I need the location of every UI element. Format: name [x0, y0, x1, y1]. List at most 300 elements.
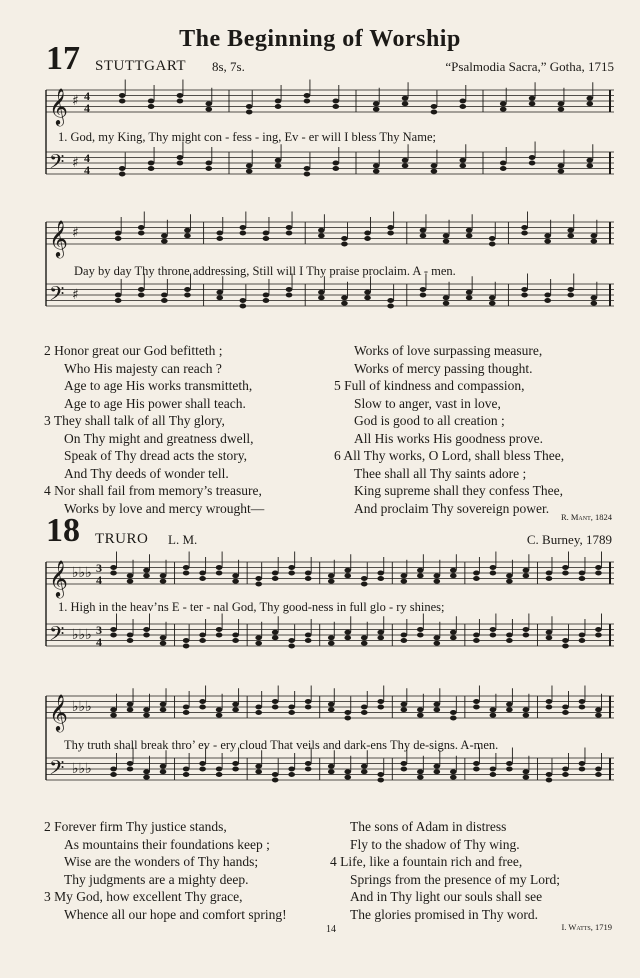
- note-head: [567, 287, 574, 292]
- note-head: [387, 225, 394, 230]
- note-head: [579, 638, 586, 643]
- note-head: [148, 166, 155, 171]
- note-head: [286, 231, 293, 236]
- note-head: [332, 104, 339, 109]
- note-head: [361, 641, 368, 646]
- verse-stanza: The sons of Adam in distress Fly to the shadow of Thy wing.: [350, 819, 520, 852]
- note-head: [420, 233, 427, 238]
- note-head: [304, 172, 311, 177]
- note-head: [579, 699, 586, 704]
- note-head: [183, 565, 190, 570]
- note-head: [246, 163, 253, 168]
- note-head: [199, 699, 206, 704]
- note-head: [205, 107, 212, 112]
- note-head: [240, 298, 247, 303]
- note-head: [500, 161, 507, 166]
- note-head: [377, 705, 384, 710]
- note-head: [417, 633, 424, 638]
- note-head: [255, 769, 262, 774]
- note-head: [434, 573, 441, 578]
- note-head: [138, 287, 145, 292]
- note-head: [361, 576, 368, 581]
- note-head: [288, 571, 295, 576]
- note-head: [586, 101, 593, 106]
- note-head: [562, 772, 569, 777]
- note-head: [272, 699, 279, 704]
- note-head: [318, 233, 325, 238]
- note-head: [523, 775, 530, 780]
- note-head: [361, 769, 368, 774]
- note-head: [119, 93, 126, 98]
- note-head: [232, 767, 239, 772]
- note-head: [332, 166, 339, 171]
- note-head: [506, 579, 513, 584]
- note-head: [402, 163, 409, 168]
- note-head: [546, 571, 553, 576]
- note-head: [344, 775, 351, 780]
- note-head: [567, 233, 574, 238]
- note-head: [586, 163, 593, 168]
- note-head: [328, 641, 335, 646]
- note-head: [272, 705, 279, 710]
- time-signature: 4: [84, 163, 90, 177]
- note-head: [177, 155, 184, 160]
- note-head: [148, 99, 155, 104]
- note-head: [506, 707, 513, 712]
- note-head: [143, 573, 150, 578]
- note-head: [288, 644, 295, 649]
- note-head: [143, 713, 150, 718]
- verse-stanza: 3 My God, how excellent Thy grace, Whence all our hope and comfort spring!: [44, 889, 287, 922]
- note-head: [459, 104, 466, 109]
- note-head: [184, 293, 191, 298]
- note-head: [402, 158, 409, 163]
- note-head: [272, 576, 279, 581]
- note-head: [523, 707, 530, 712]
- note-head: [489, 301, 496, 306]
- verse-stanza: 4 Life, like a fountain rich and free, Springs from the presence of my Lord; And in Thy light our souls shall see The glories promised in Thy word.: [330, 854, 560, 922]
- note-head: [506, 573, 513, 578]
- note-head: [558, 169, 565, 174]
- verses-right: [334, 342, 564, 517]
- note-head: [160, 707, 167, 712]
- note-head: [361, 710, 368, 715]
- note-head: [286, 225, 293, 230]
- note-head: [450, 568, 457, 573]
- note-head: [305, 571, 312, 576]
- note-head: [341, 295, 348, 300]
- note-head: [450, 716, 457, 721]
- note-head: [110, 767, 117, 772]
- note-head: [417, 627, 424, 632]
- note-head: [246, 110, 253, 115]
- note-head: [160, 573, 167, 578]
- note-head: [344, 630, 351, 635]
- flat-icon: ♭♭♭: [72, 565, 92, 581]
- note-head: [434, 635, 441, 640]
- note-head: [490, 627, 497, 632]
- note-head: [328, 579, 335, 584]
- note-head: [544, 239, 551, 244]
- note-head: [127, 707, 134, 712]
- note-head: [459, 163, 466, 168]
- note-head: [490, 767, 497, 772]
- note-head: [240, 231, 247, 236]
- note-head: [595, 633, 602, 638]
- note-head: [288, 772, 295, 777]
- note-head: [184, 233, 191, 238]
- verse-stanza: 3 They shall talk of all Thy glory, On Thy might and greatness dwell, Speak of Thy dread acts the story, And Thy deeds of wonder tell.: [44, 413, 254, 481]
- note-head: [377, 576, 384, 581]
- note-head: [138, 293, 145, 298]
- note-head: [579, 633, 586, 638]
- tune-name: TRURO: [95, 531, 149, 547]
- note-head: [364, 236, 371, 241]
- note-head: [263, 231, 270, 236]
- treble-clef: 𝄞: [49, 219, 68, 257]
- tune-source: “Psalmodia Sacra,” Gotha, 1715: [445, 59, 614, 74]
- note-head: [591, 233, 598, 238]
- note-head: [506, 702, 513, 707]
- note-head: [344, 568, 351, 573]
- note-head: [523, 769, 530, 774]
- note-head: [318, 295, 325, 300]
- note-head: [199, 705, 206, 710]
- note-head: [263, 236, 270, 241]
- note-head: [579, 576, 586, 581]
- note-head: [328, 573, 335, 578]
- note-head: [304, 93, 311, 98]
- note-head: [443, 233, 450, 238]
- note-head: [263, 298, 270, 303]
- note-head: [377, 571, 384, 576]
- note-head: [305, 633, 312, 638]
- verse-stanza: 2 Forever firm Thy justice stands, As mountains their foundations keep ; Wise are the wonders of Thy hands; Thy judgments are a mighty deep.: [44, 819, 270, 887]
- note-head: [183, 710, 190, 715]
- verse-stanza: 2 Honor great our God befitteth ; Who His majesty can reach ? Age to age His works transmitteth, Age to age His power shall teach.: [44, 343, 253, 411]
- note-head: [434, 641, 441, 646]
- note-head: [328, 635, 335, 640]
- page-title: The Beginning of Worship: [179, 26, 461, 52]
- tune-name: STUTTGART: [95, 58, 187, 74]
- note-head: [110, 772, 117, 777]
- note-head: [579, 761, 586, 766]
- note-head: [199, 638, 206, 643]
- note-head: [459, 99, 466, 104]
- sharp-icon: ♯: [72, 225, 79, 241]
- note-head: [205, 166, 212, 171]
- note-head: [521, 293, 528, 298]
- note-head: [521, 231, 528, 236]
- note-head: [562, 565, 569, 570]
- note-head: [288, 710, 295, 715]
- note-head: [506, 633, 513, 638]
- note-head: [364, 295, 371, 300]
- note-head: [344, 716, 351, 721]
- meter: L. M.: [168, 532, 198, 547]
- note-head: [523, 568, 530, 573]
- note-head: [544, 233, 551, 238]
- note-head: [199, 767, 206, 772]
- lyric-line: Day by day Thy throne addressing, Still will I Thy praise proclaim. A - men.: [74, 264, 456, 278]
- note-head: [490, 707, 497, 712]
- note-head: [272, 778, 279, 783]
- note-head: [341, 242, 348, 247]
- note-head: [434, 707, 441, 712]
- note-head: [489, 242, 496, 247]
- note-head: [275, 163, 282, 168]
- note-head: [288, 638, 295, 643]
- note-head: [546, 705, 553, 710]
- note-head: [361, 764, 368, 769]
- note-head: [332, 99, 339, 104]
- note-head: [450, 635, 457, 640]
- note-head: [490, 713, 497, 718]
- note-head: [305, 761, 312, 766]
- note-head: [288, 565, 295, 570]
- note-head: [579, 705, 586, 710]
- note-head: [591, 301, 598, 306]
- note-head: [490, 565, 497, 570]
- note-head: [377, 772, 384, 777]
- treble-clef: 𝄞: [49, 693, 68, 731]
- note-head: [544, 298, 551, 303]
- note-head: [377, 630, 384, 635]
- note-head: [373, 101, 380, 106]
- author-credit: I. Watts, 1719: [561, 922, 612, 932]
- note-head: [232, 707, 239, 712]
- note-head: [431, 163, 438, 168]
- note-head: [417, 775, 424, 780]
- note-head: [216, 290, 223, 295]
- note-head: [305, 705, 312, 710]
- note-head: [387, 304, 394, 309]
- note-head: [160, 635, 167, 640]
- note-head: [521, 225, 528, 230]
- note-head: [466, 290, 473, 295]
- note-head: [344, 769, 351, 774]
- note-head: [216, 633, 223, 638]
- note-head: [216, 295, 223, 300]
- flat-icon: ♭♭♭: [72, 699, 92, 715]
- note-head: [558, 163, 565, 168]
- note-head: [288, 705, 295, 710]
- note-head: [506, 638, 513, 643]
- note-head: [401, 761, 408, 766]
- note-head: [216, 707, 223, 712]
- note-head: [417, 713, 424, 718]
- verses-left: [44, 342, 264, 517]
- note-head: [305, 767, 312, 772]
- note-head: [434, 579, 441, 584]
- note-head: [529, 161, 536, 166]
- note-head: [199, 633, 206, 638]
- note-head: [401, 579, 408, 584]
- note-head: [127, 573, 134, 578]
- note-head: [305, 638, 312, 643]
- note-head: [232, 633, 239, 638]
- note-head: [205, 101, 212, 106]
- note-head: [161, 239, 168, 244]
- note-head: [286, 287, 293, 292]
- note-head: [328, 702, 335, 707]
- note-head: [255, 764, 262, 769]
- note-head: [595, 565, 602, 570]
- note-head: [255, 576, 262, 581]
- note-head: [127, 767, 134, 772]
- bass-clef: 𝄢: [49, 756, 65, 784]
- note-head: [199, 571, 206, 576]
- note-head: [127, 633, 134, 638]
- note-head: [591, 239, 598, 244]
- note-head: [255, 705, 262, 710]
- sharp-icon: ♯: [72, 93, 79, 109]
- note-head: [387, 231, 394, 236]
- note-head: [562, 767, 569, 772]
- note-head: [341, 301, 348, 306]
- note-head: [586, 158, 593, 163]
- note-head: [110, 571, 117, 576]
- time-signature: 4: [96, 573, 102, 587]
- note-head: [286, 293, 293, 298]
- note-head: [506, 761, 513, 766]
- note-head: [434, 769, 441, 774]
- note-head: [160, 764, 167, 769]
- treble-clef: 𝄞: [49, 87, 68, 125]
- time-signature: 4: [84, 89, 90, 103]
- note-head: [546, 576, 553, 581]
- lyric-line: 1. God, my King, Thy might con - fess - ing, Ev - er will I bless Thy Name;: [58, 130, 436, 144]
- note-head: [148, 161, 155, 166]
- note-head: [473, 633, 480, 638]
- note-head: [443, 301, 450, 306]
- note-head: [272, 571, 279, 576]
- note-head: [521, 287, 528, 292]
- note-head: [332, 161, 339, 166]
- note-head: [272, 635, 279, 640]
- time-signature: 4: [96, 635, 102, 649]
- note-head: [402, 96, 409, 101]
- note-head: [595, 767, 602, 772]
- note-head: [119, 99, 126, 104]
- note-head: [546, 778, 553, 783]
- note-head: [473, 576, 480, 581]
- verse-stanza: Works of love surpassing measure, Works of mercy passing thought.: [354, 343, 543, 376]
- note-head: [373, 107, 380, 112]
- note-head: [205, 161, 212, 166]
- note-head: [387, 298, 394, 303]
- hymn-number: 17: [46, 40, 80, 77]
- note-head: [591, 295, 598, 300]
- note-head: [567, 228, 574, 233]
- note-head: [579, 571, 586, 576]
- note-head: [473, 761, 480, 766]
- verses-right: [330, 818, 560, 923]
- note-head: [328, 769, 335, 774]
- note-head: [143, 627, 150, 632]
- note-head: [420, 287, 427, 292]
- flat-icon: ♭♭♭: [72, 627, 92, 643]
- note-head: [466, 233, 473, 238]
- note-head: [506, 767, 513, 772]
- note-head: [595, 571, 602, 576]
- note-head: [417, 769, 424, 774]
- note-head: [328, 707, 335, 712]
- note-head: [148, 104, 155, 109]
- note-head: [240, 304, 247, 309]
- time-signature: 3: [96, 623, 102, 637]
- note-head: [183, 767, 190, 772]
- note-head: [240, 225, 247, 230]
- note-head: [490, 772, 497, 777]
- verse-stanza: 5 Full of kindness and compassion, Slow to anger, vast in love, God is good to all creation ; All His works His goodness prove.: [334, 378, 543, 446]
- note-head: [402, 101, 409, 106]
- note-head: [562, 571, 569, 576]
- note-head: [401, 767, 408, 772]
- note-head: [216, 231, 223, 236]
- note-head: [127, 579, 134, 584]
- note-head: [110, 565, 117, 570]
- note-head: [160, 641, 167, 646]
- note-head: [523, 627, 530, 632]
- note-head: [377, 635, 384, 640]
- note-head: [232, 573, 239, 578]
- note-head: [401, 707, 408, 712]
- verse-stanza: 4 Nor shall fail from memory’s treasure, Works by love and mercy wrought—: [44, 483, 265, 516]
- note-head: [490, 633, 497, 638]
- note-head: [110, 713, 117, 718]
- note-head: [344, 635, 351, 640]
- note-head: [373, 169, 380, 174]
- note-head: [450, 573, 457, 578]
- note-head: [500, 166, 507, 171]
- note-head: [127, 702, 134, 707]
- note-head: [434, 702, 441, 707]
- note-head: [305, 576, 312, 581]
- note-head: [232, 638, 239, 643]
- note-head: [177, 93, 184, 98]
- note-head: [115, 236, 122, 241]
- note-head: [377, 778, 384, 783]
- note-head: [119, 172, 126, 177]
- note-head: [138, 231, 145, 236]
- lyric-line: 1. High in the heav’ns E - ter - nal God, Thy good-ness in full glo - ry shines;: [58, 600, 445, 614]
- note-head: [420, 293, 427, 298]
- note-head: [489, 236, 496, 241]
- note-head: [544, 293, 551, 298]
- note-head: [473, 571, 480, 576]
- note-head: [255, 582, 262, 587]
- note-head: [183, 644, 190, 649]
- note-head: [199, 761, 206, 766]
- note-head: [466, 228, 473, 233]
- note-head: [595, 627, 602, 632]
- note-head: [160, 579, 167, 584]
- note-head: [473, 767, 480, 772]
- note-head: [361, 705, 368, 710]
- note-head: [275, 99, 282, 104]
- note-head: [183, 571, 190, 576]
- note-head: [401, 633, 408, 638]
- note-head: [546, 630, 553, 635]
- note-head: [595, 772, 602, 777]
- note-head: [401, 702, 408, 707]
- note-head: [216, 571, 223, 576]
- note-head: [341, 236, 348, 241]
- note-head: [567, 293, 574, 298]
- note-head: [216, 772, 223, 777]
- verses-left: [44, 818, 287, 923]
